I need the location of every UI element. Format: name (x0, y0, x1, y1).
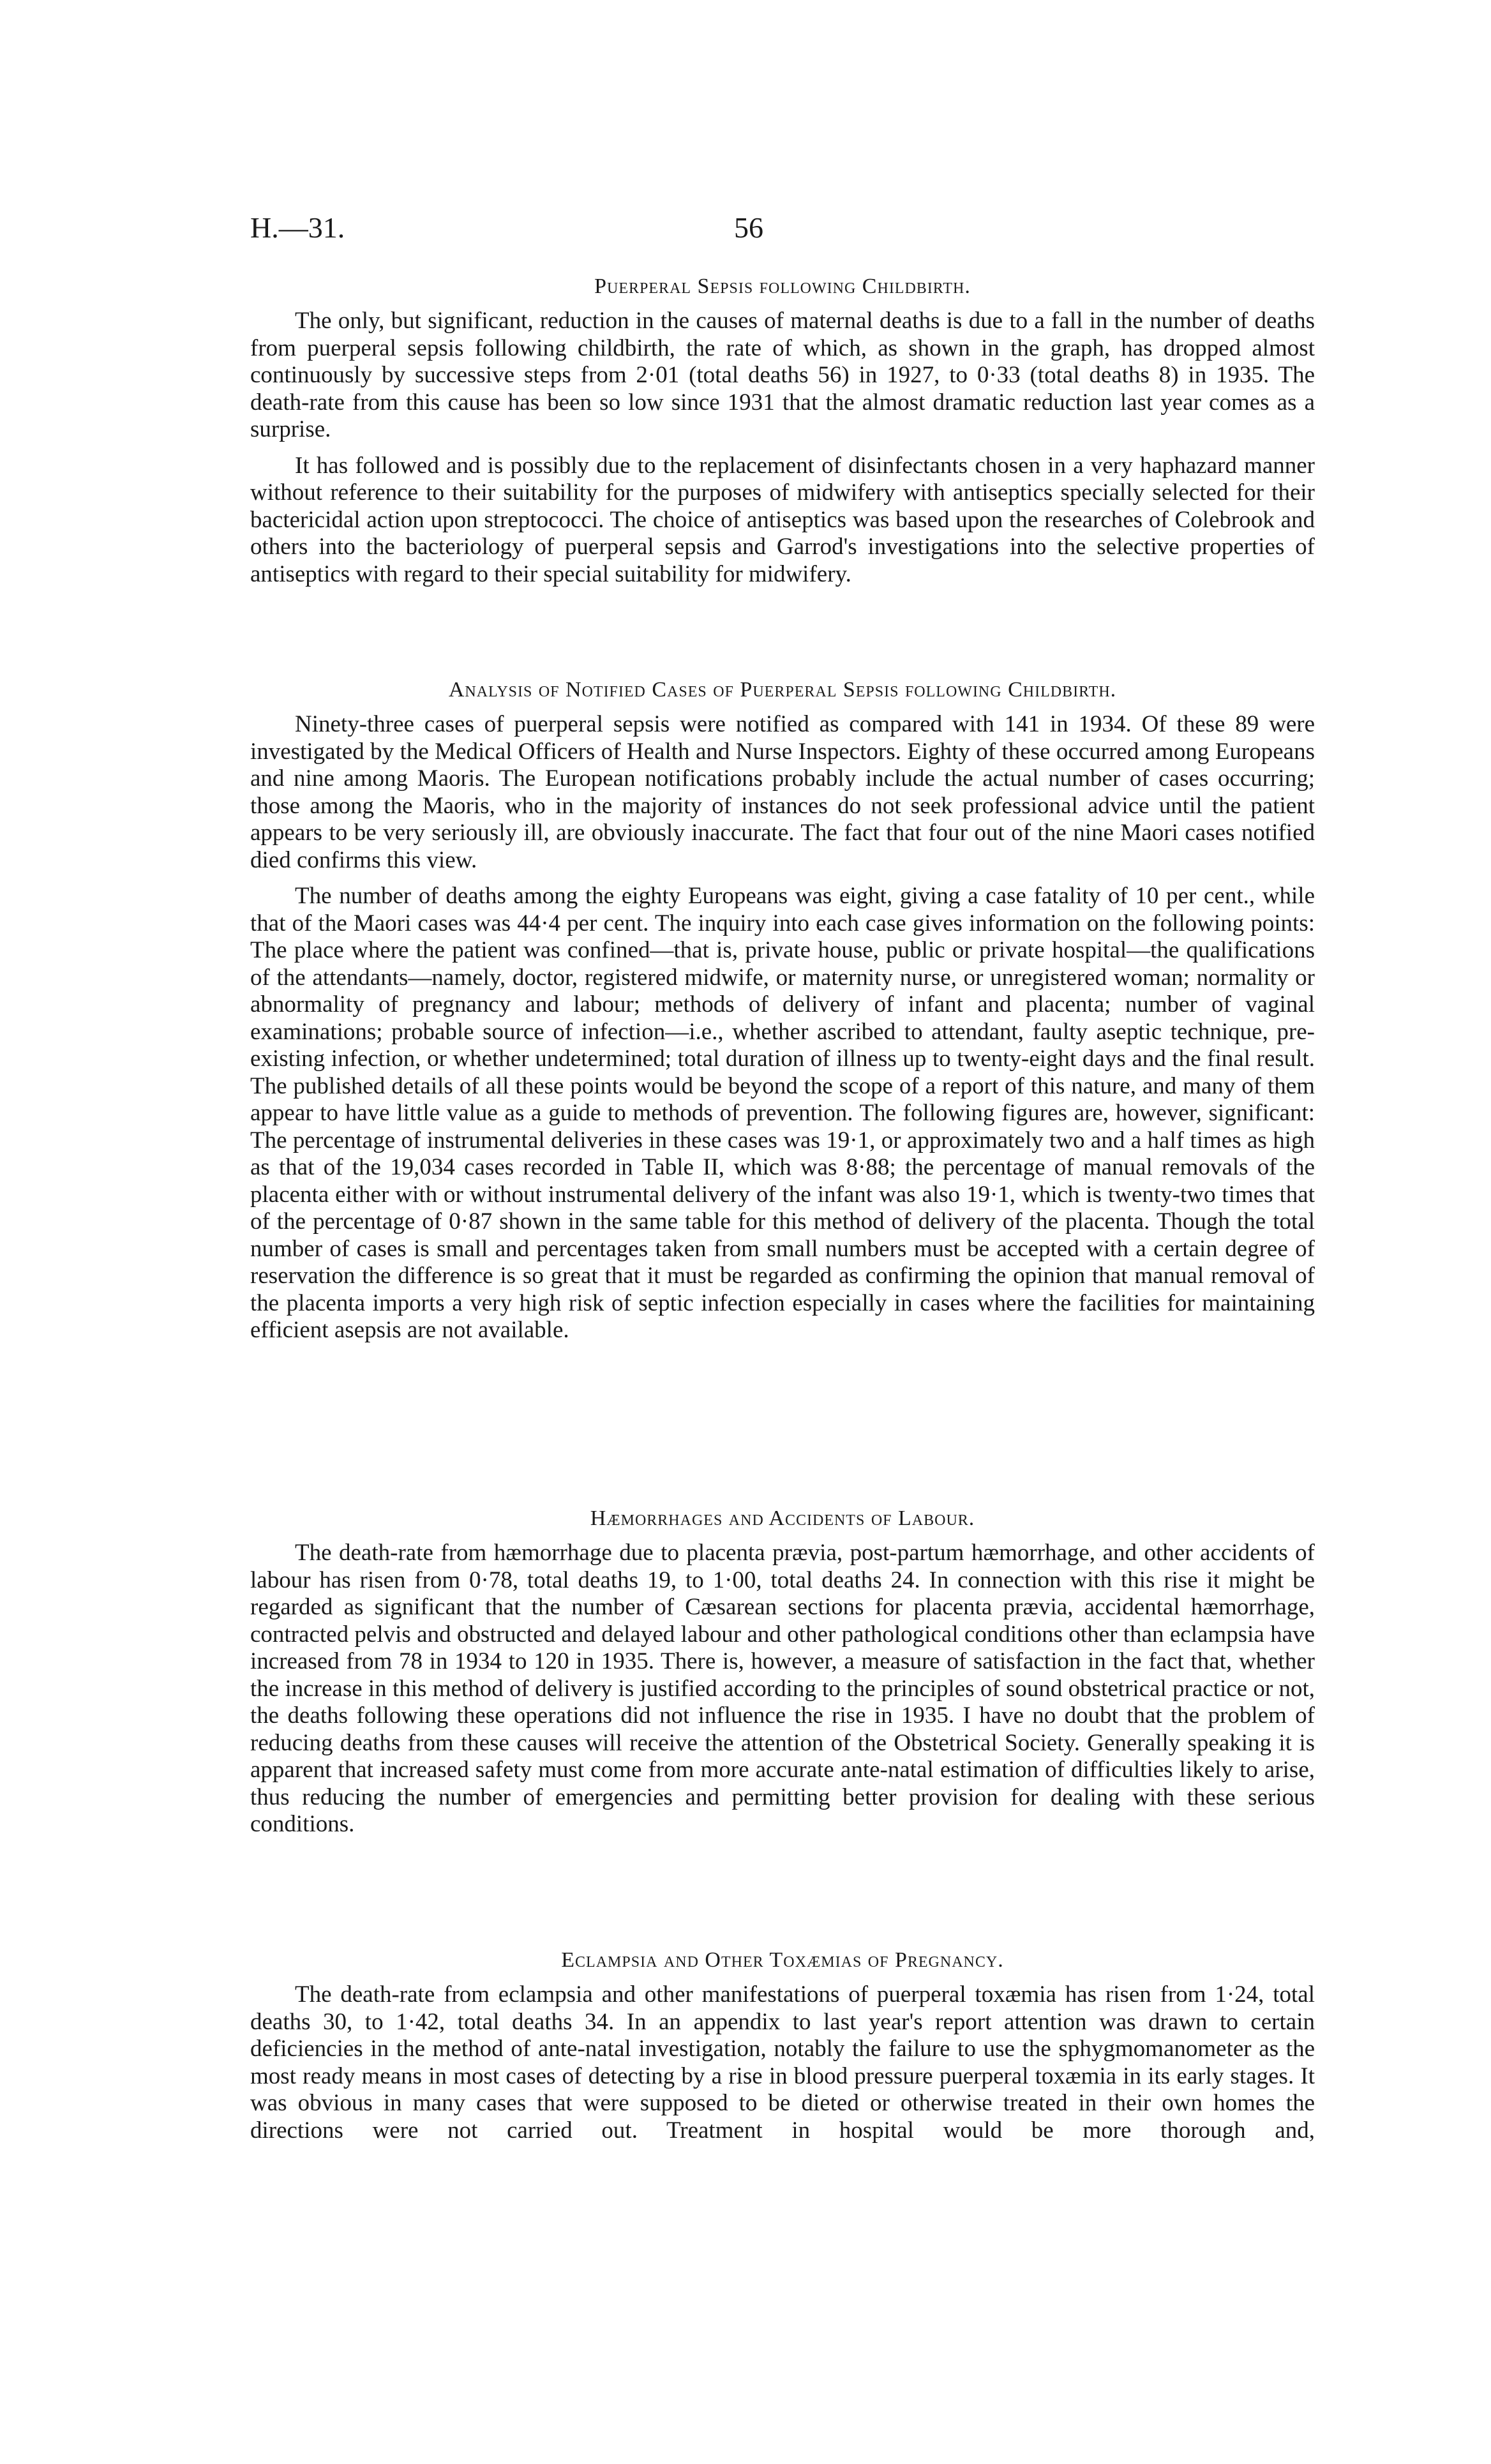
section-heading: Analysis of Notified Cases of Puerperal Sepsis following Childbirth. (448, 678, 1117, 702)
section-heading: Hæmorrhages and Accidents of Labour. (590, 1506, 975, 1530)
paragraph: Ninety-three cases of puerperal sepsis were notified as compared with 141 in 1934. Of these 89 were investigated by the Medical Officers of Health and Nurse Inspectors. Eighty of these occurred among Europeans and nine among Maoris. The European notifications probably include the actual number of cases occurring; those among the Maoris, who in the majority of instances do not seek professional advice until the patient appears to be very seriously ill, are obviously inaccurate. The fact that four out of the nine Maori cases notified died confirms this view. (250, 711, 1315, 873)
paragraph: The death-rate from eclampsia and other manifestations of puerperal toxæmia has risen from 1·24, total deaths 30, to 1·42, total deaths 34. In an appendix to last year's report attention was drawn to certain deficiencies in the method of ante-natal investigation, notably the failure to use the sphygmomanometer as the most ready means in most cases of detecting by a rise in blood pressure puerperal toxæmia in its early stages. It was obvious in many cases that were supposed to be dieted or otherwise treated in their own homes the directions were not carried out. Treatment in hospital would be more thorough and, (250, 1981, 1315, 2144)
section-analysis-notified-cases (250, 678, 1315, 1353)
page-number: 56 (734, 211, 763, 244)
section-heading: Puerperal Sepsis following Childbirth. (594, 274, 971, 298)
paragraph: The death-rate from hæmorrhage due to placenta prævia, post-partum hæmorrhage, and other accidents of labour has risen from 0·78, total deaths 19, to 1·00, total deaths 24. In connection with this rise it might be regarded as significant that the number of Cæsarean sections for placenta prævia, accidental hæmorrhage, contracted pelvis and obstructed and delayed labour and other pathological conditions other than eclampsia have increased from 78 in 1934 to 120 in 1935. There is, however, a measure of satisfaction in the fact that, whether the increase in this method of delivery is justified according to the principles of sound obstetrical practice or not, the deaths following these operations did not influence the rise in 1935. I have no doubt that the problem of reducing deaths from these causes will receive the attention of the Obstetrical Society. Generally speaking it is apparent that increased safety must come from more accurate ante-natal estimation of difficulties likely to arise, thus reducing the number of emergencies and permitting better provision for dealing with these serious conditions. (250, 1540, 1315, 1837)
paragraph: The only, but significant, reduction in the causes of maternal deaths is due to a fall in the number of deaths from puerperal sepsis following childbirth, the rate of which, as shown in the graph, has dropped almost continuously by successive steps from 2·01 (total deaths 56) in 1927, to 0·33 (total deaths 8) in 1935. The death-rate from this cause has been so low since 1931 that the almost dramatic reduction last year comes as a surprise. (250, 308, 1315, 442)
section-eclampsia (250, 1948, 1315, 2153)
section-haemorrhages (250, 1506, 1315, 1847)
paragraph: It has followed and is possibly due to the replacement of disinfectants chosen in a very haphazard manner without reference to their suitability for the purposes of midwifery with antiseptics specially selected for their bactericidal action upon streptococci. The choice of antiseptics was based upon the researches of Colebrook and others into the bacteriology of puerperal sepsis and Garrod's investigations into the selective properties of antiseptics with regard to their special suitability for midwifery. (250, 452, 1315, 587)
section-heading: Eclampsia and Other Toxæmias of Pregnancy. (561, 1948, 1004, 1972)
document-reference: H.—31. (250, 211, 345, 244)
section-puerperal-sepsis (250, 274, 1315, 597)
paragraph: The number of deaths among the eighty Europeans was eight, giving a case fatality of 10 per cent., while that of the Maori cases was 44·4 per cent. The inquiry into each case gives information on the following points: The place where the patient was confined—that is, private house, public or private hospital—the qualifications of the attendants—namely, doctor, registered midwife, or maternity nurse, or unregistered woman; normality or abnormality of pregnancy and labour; methods of delivery of infant and placenta; number of vaginal examinations; probable source of infection—i.e., whether ascribed to attendant, faulty aseptic technique, pre-existing infection, or whether undetermined; total duration of illness up to twenty-eight days and the final result. The published details of all these points would be beyond the scope of a report of this nature, and many of them appear to have little value as a guide to methods of prevention. The following figures are, however, significant: The percentage of instrumental deliveries in these cases was 19·1, or approximately two and a half times as high as that of the 19,034 cases recorded in Table II, which was 8·88; the percentage of manual removals of the placenta either with or without instrumental delivery of the infant was also 19·1, which is twenty-two times that of the percentage of 0·87 shown in the same table for this method of delivery of the placenta. Though the total number of cases is small and percentages taken from small numbers must be accepted with a certain degree of reservation the difference is so great that it must be regarded as confirming the opinion that manual removal of the placenta imports a very high risk of septic infection especially in cases where the facilities for maintaining efficient asepsis are not available. (250, 883, 1315, 1343)
